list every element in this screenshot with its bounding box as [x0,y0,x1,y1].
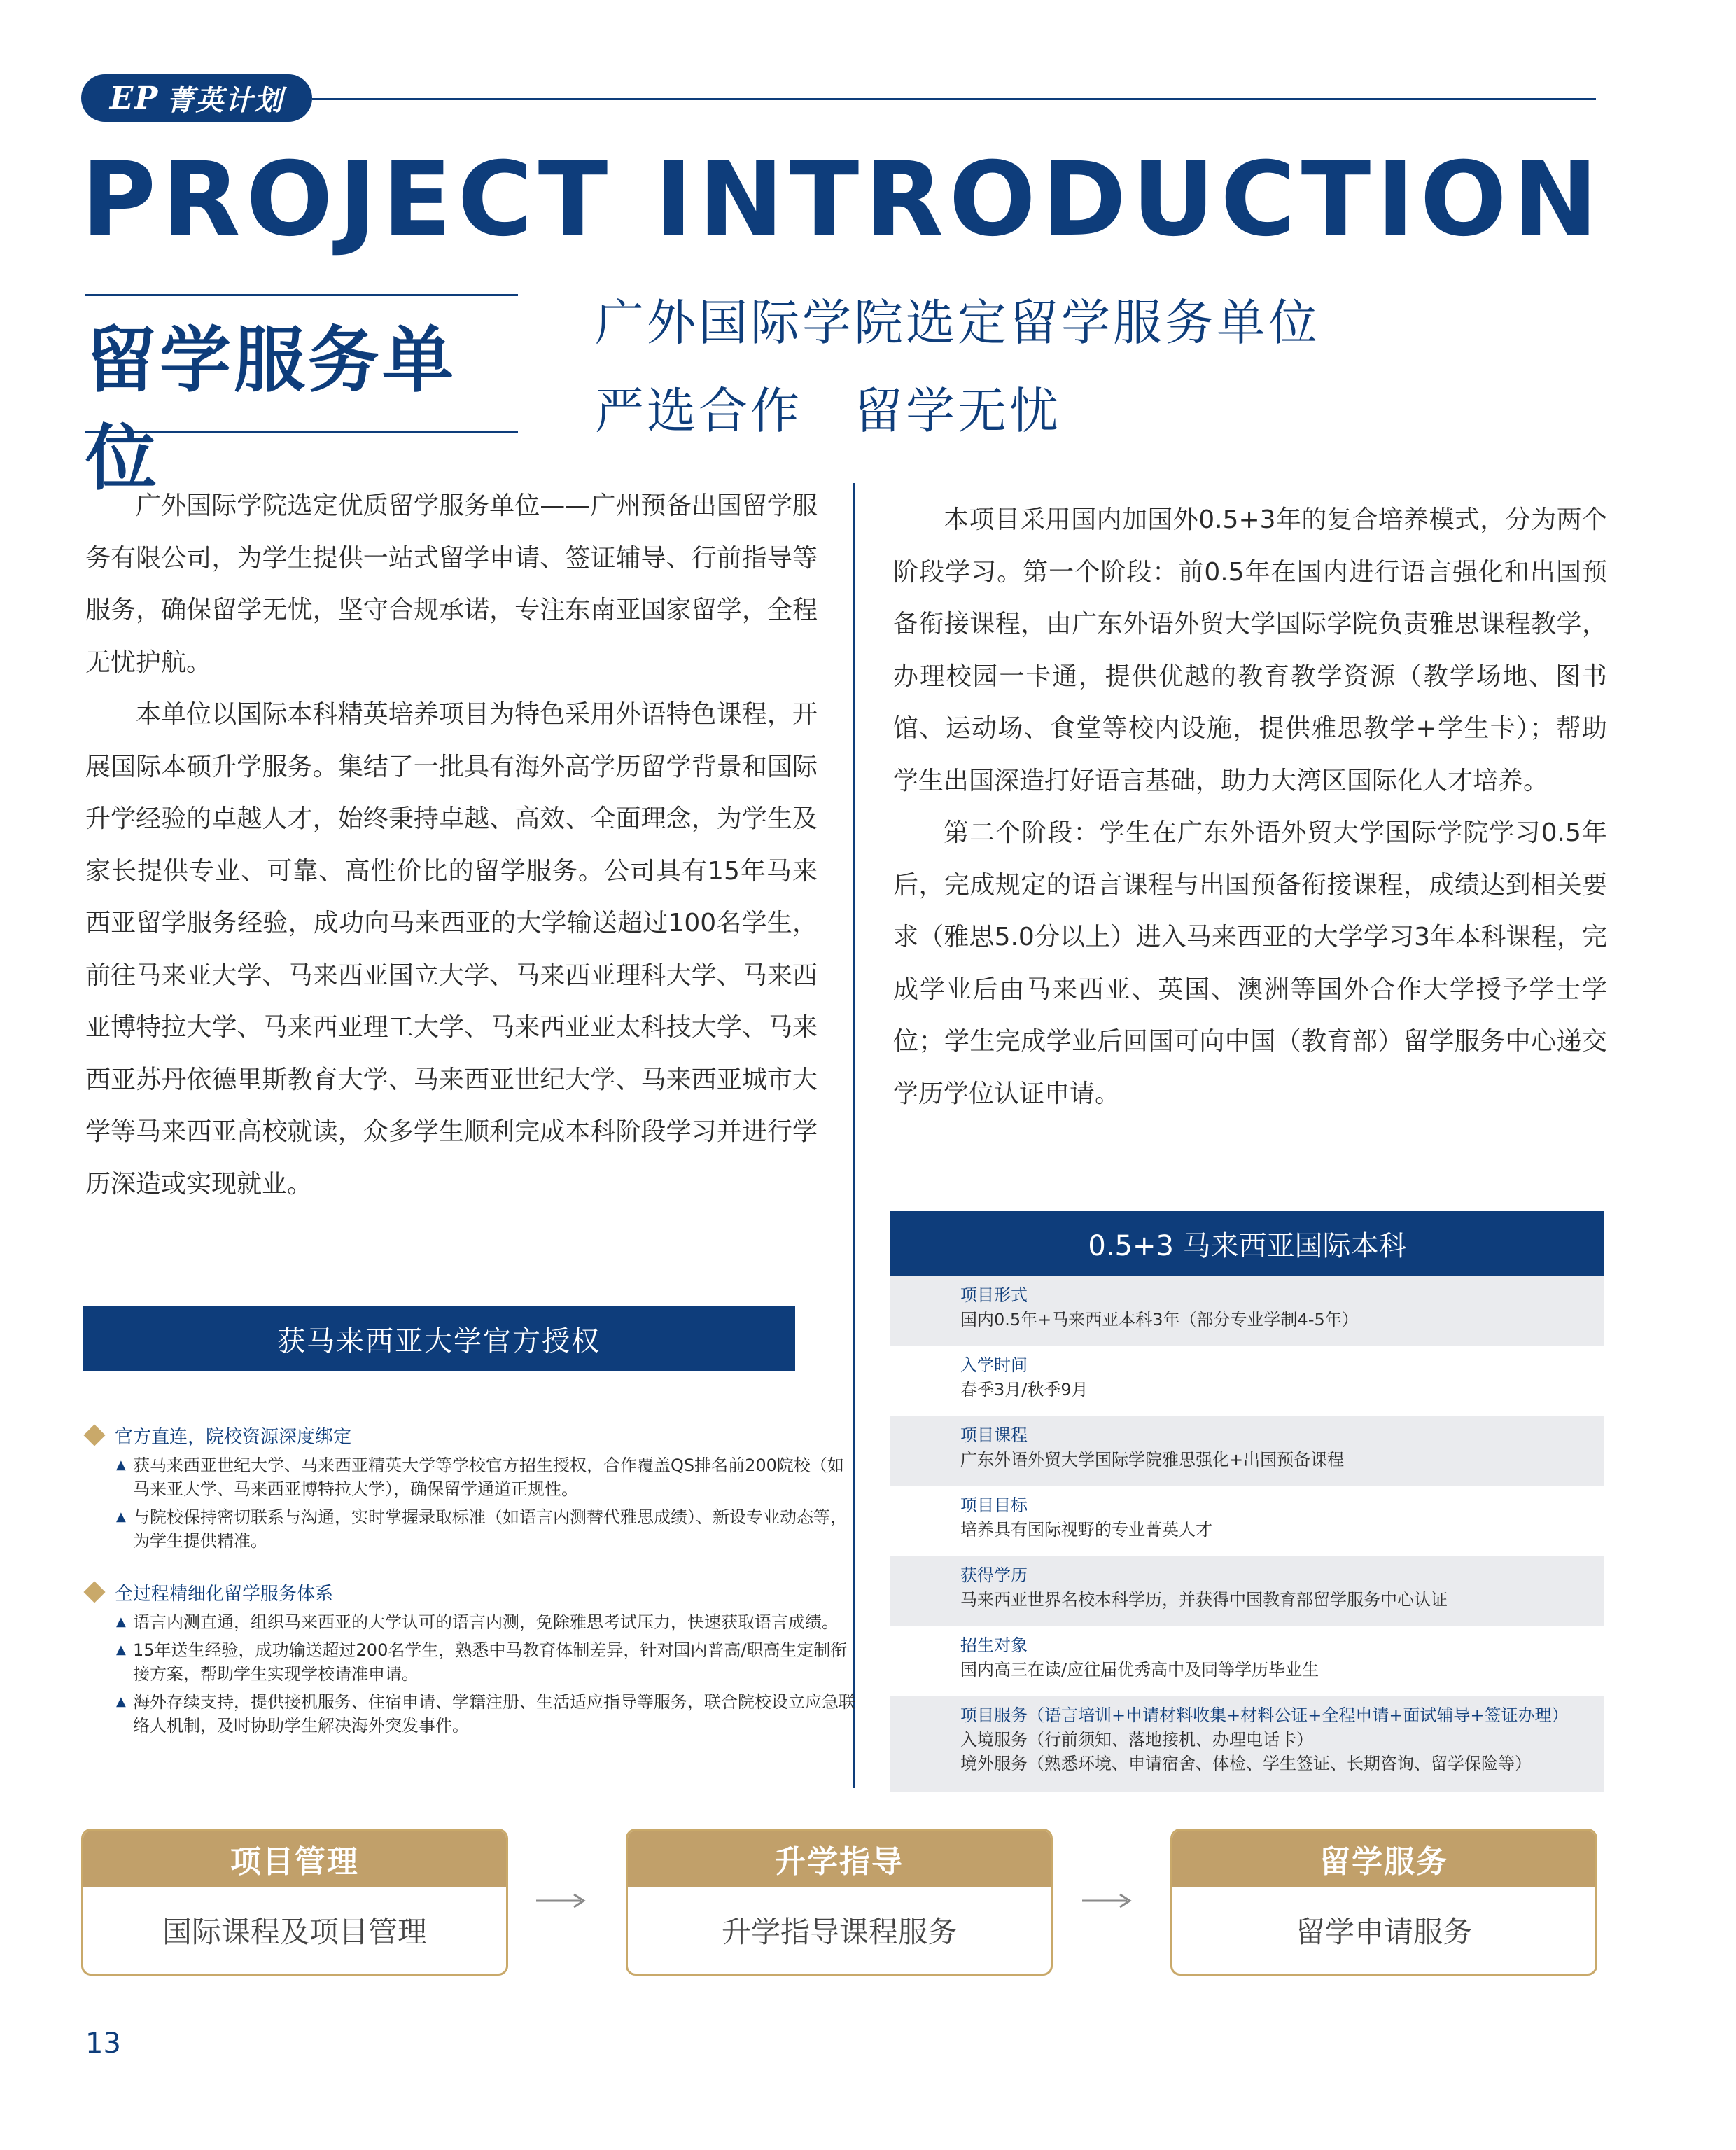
auth-bullet [83,1505,855,1553]
auth-group-heading [83,1578,855,1606]
auth-title-bar: 获马来西亚大学官方授权 [83,1306,795,1371]
process-step-title: 留学服务 [1172,1831,1595,1887]
program-table-row [890,1626,1604,1696]
row-value: 春季3月/秋季9月 [960,1380,1088,1399]
process-step [1170,1829,1597,1976]
program-table-row [890,1486,1604,1556]
auth-bullet [83,1690,855,1738]
row-value: 入境服务（行前须知、落地接机、办理电话卡） [960,1730,1313,1750]
auth-group [83,1421,855,1553]
diamond-icon [83,1581,105,1603]
auth-bullet-text: 获马来西亚世纪大学、马来西亚精英大学等学校官方招生授权，合作覆盖QS排名前200院校（如马来亚大学、马来西亚博特拉大学），确保留学通道正规性。 [133,1456,844,1499]
row-label: 项目形式 [960,1285,1028,1305]
triangle-bullet-icon: ▲ [116,1614,126,1629]
program-table-row [890,1346,1604,1416]
program-table-row [890,1556,1604,1626]
triangle-bullet-icon: ▲ [116,1642,126,1657]
row-value: 境外服务（熟悉环境、申请宿舍、体检、学生签证、长期咨询、留学保险等） [960,1754,1532,1773]
header-rule [312,98,1596,100]
process-step [81,1829,508,1976]
program-table-row [890,1276,1604,1346]
auth-bullet [83,1638,855,1686]
row-label: 项目课程 [960,1425,1028,1445]
row-label: 项目服务（语言培训+申请材料收集+材料公证+全程申请+面试辅导+签证办理） [960,1705,1569,1725]
row-value: 国内0.5年+马来西亚本科3年（部分专业学制4-5年） [960,1310,1359,1329]
auth-bullet-text: 与院校保持密切联系与沟通，实时掌握录取标准（如语言内测替代雅思成绩）、新设专业动态等，为学生提供精准。 [133,1507,847,1551]
process-step-desc: 升学指导课程服务 [721,1915,957,1949]
diamond-icon [83,1424,105,1446]
right-column-text [893,494,1607,1120]
row-label: 获得学历 [960,1565,1028,1585]
auth-bullet-text: 语言内测直通，组织马来西亚的大学认可的语言内测，免除雅思考试压力，快速获取语言成绩。 [133,1612,839,1632]
row-value: 国内高三在读/应往届优秀高中及同等学历毕业生 [960,1660,1320,1680]
process-step-desc: 国际课程及项目管理 [162,1915,427,1949]
triangle-bullet-icon: ▲ [116,1458,126,1472]
right-paragraph: 第二个阶段：学生在广东外语外贸大学国际学院学习0.5年后，完成规定的语言课程与出国预备衔接课程，成绩达到相关要求（雅思5.0分以上）进入马来西亚的大学学习3年本科课程，完成学业后由马来西亚、英国、澳洲等国外合作大学授予学士学位；学生完成学业后回国可向中国（教育部）留学服务中心递交学历学位认证申请。 [893,818,1607,1108]
row-label: 招生对象 [960,1635,1028,1655]
auth-bullet-text: 海外存续支持，提供接机服务、住宿申请、学籍注册、生活适应指导等服务，联合院校设立应急联络人机制，及时协助学生解决海外突发事件。 [133,1692,855,1736]
auth-bullet [83,1610,855,1634]
row-label: 项目目标 [960,1495,1028,1515]
process-step-title: 升学指导 [628,1831,1051,1887]
row-value: 广东外语外贸大学国际学院雅思强化+出国预备课程 [960,1450,1345,1470]
process-step-desc: 留学申请服务 [1295,1915,1472,1949]
process-step [626,1829,1053,1976]
arrow-right-icon [1082,1890,1134,1911]
auth-bullet-text: 15年送生经验，成功输送超过200名学生，熟悉中马教育体制差异，针对国内普高/职高生定制衔接方案，帮助学生实现学校请准申请。 [133,1640,848,1684]
subtitle-line-1: 广外国际学院选定留学服务单位 [595,294,1320,351]
auth-group [83,1578,855,1738]
program-table-row [890,1416,1604,1486]
process-step-title: 项目管理 [83,1831,506,1887]
section-title: 留学服务单位 [85,319,456,501]
left-paragraph: 广外国际学院选定优质留学服务单位——广州预备出国留学服务有限公司，为学生提供一站式留学申请、签证辅导、行前指导等服务，确保留学无忧，坚守合规承诺，专注东南亚国家留学，全程无忧护航。 [85,491,818,677]
badge-ep: EP [109,80,160,116]
auth-group-heading-text: 官方直连，院校资源深度绑定 [115,1426,352,1448]
row-value: 马来西亚世界名校本科学历，并获得中国教育部留学服务中心认证 [960,1590,1448,1610]
auth-group-heading [83,1421,855,1449]
triangle-bullet-icon: ▲ [116,1694,126,1709]
page-title: PROJECT INTRODUCTION [81,140,1604,259]
left-paragraph: 本单位以国际本科精英培养项目为特色采用外语特色课程，开展国际本硕升学服务。集结了一批具有海外高学历留学背景和国际升学经验的卓越人才，始终秉持卓越、高效、全面理念，为学生及家长提供专业、可靠、高性价比的留学服务。公司具有15年马来西亚留学服务经验，成功向马来西亚的大学输送超过100名学生，前往马来亚大学、马来西亚国立大学、马来西亚理科大学、马来西亚博特拉大学、马来西亚理工大学、马来西亚亚太科技大学、马来西亚苏丹依德里斯教育大学、马来西亚世纪大学、马来西亚城市大学等马来西亚高校就读，众多学生顺利完成本科阶段学习并进行学历深造或实现就业。 [85,700,818,1199]
auth-bullet [83,1453,855,1501]
arrow-right-icon [536,1890,588,1911]
badge-text: 菁英计划 [166,83,284,117]
program-table-row [890,1696,1604,1792]
auth-group-heading-text: 全过程精细化留学服务体系 [115,1583,334,1605]
section-subtitle [595,279,1320,455]
row-label: 入学时间 [960,1355,1028,1375]
left-column-text [85,480,818,1210]
right-paragraph: 本项目采用国内加国外0.5+3年的复合培养模式，分为两个阶段学习。第一个阶段：前0.5年在国内进行语言强化和出国预备衔接课程，由广东外语外贸大学国际学院负责雅思课程教学，办理校园一卡通，提供优越的教育教学资源（教学场地、图书馆、运动场、食堂等校内设施，提供雅思教学+学生卡）；帮助学生出国深造打好语言基础，助力大湾区国际化人才培养。 [893,505,1607,795]
program-table-title: 0.5+3 马来西亚国际本科 [890,1211,1604,1276]
triangle-bullet-icon: ▲ [116,1509,126,1524]
subtitle-line-2: 严选合作 留学无忧 [595,382,1061,440]
page-number: 13 [85,2027,121,2060]
program-badge [81,74,312,122]
row-value: 培养具有国际视野的专业菁英人才 [960,1520,1212,1540]
